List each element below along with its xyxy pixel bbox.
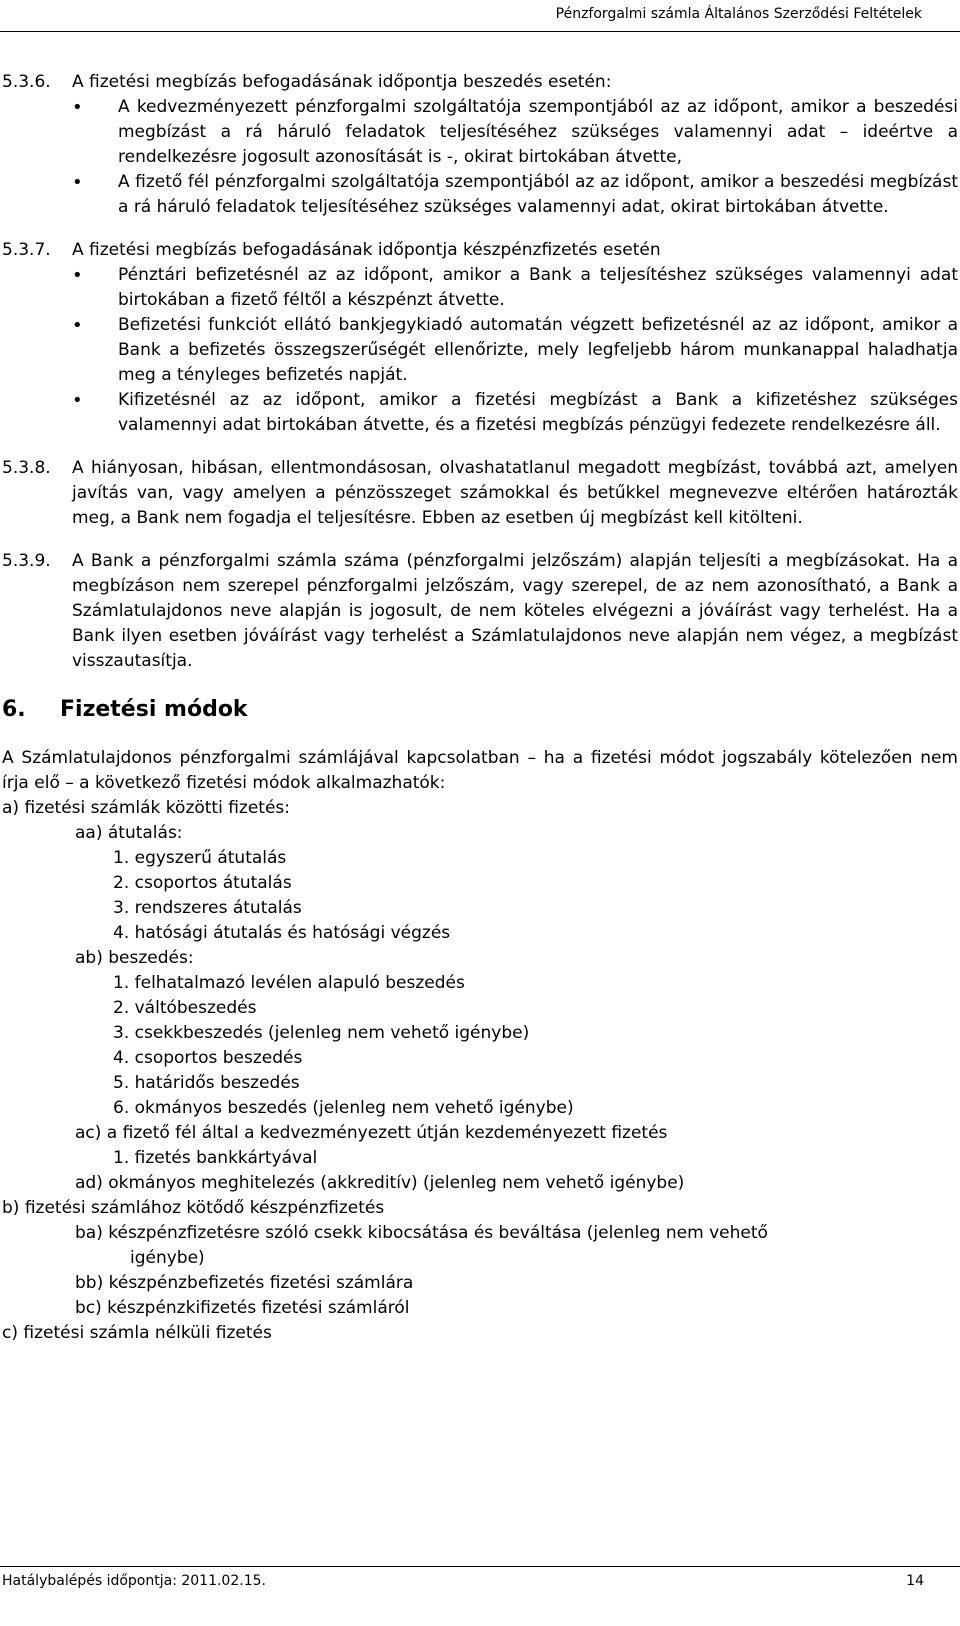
spacer [2, 220, 958, 238]
outline-item: 4. hatósági átutalás és hatósági végzés [113, 923, 451, 943]
outline-item: 1. fizetés bankkártyával [113, 1148, 318, 1168]
page-number: 14 [906, 1573, 924, 1589]
effective-date: Hatálybalépés időpontja: 2011.02.15. [2, 1573, 266, 1589]
chapter-title: Fizetési módok [60, 697, 248, 722]
footer-rule [0, 1566, 960, 1567]
section-text: A hiányosan, hibásan, ellentmondásosan, olvashatatlanul megadott megbízást, továbbá azt, amelyen javítás van, vagy amelyen a pénzösszeget számokkal és betűkkel megnevezve eltérően határozták meg, a Bank nem fogadja el teljesítésre. Ebben az esetben új megbízást kell kitölteni. [72, 458, 958, 528]
section-number: 5.3.9. [2, 551, 51, 571]
section-text: A fizetési megbízás befogadásának időpontja beszedés esetén: [72, 72, 612, 92]
chapter-heading [2, 692, 958, 728]
sections [2, 70, 958, 692]
section-text: A fizetési megbízás befogadásának időpontja készpénzfizetés esetén [72, 240, 661, 260]
outline-item: 1. felhatalmazó levélen alapuló beszedés [113, 973, 465, 993]
section-number: 5.3.7. [2, 240, 51, 260]
section-number: 5.3.6. [2, 72, 51, 92]
outline-item: a) fizetési számlák közötti fizetés: [2, 798, 291, 818]
document-body [2, 70, 958, 1346]
outline-item: 2. váltóbeszedés [113, 998, 257, 1018]
spacer [2, 728, 958, 746]
outline-item: ad) okmányos meghitelezés (akkreditív) (jelenleg nem vehető igénybe) [75, 1173, 685, 1193]
spacer [2, 674, 958, 692]
section [2, 549, 958, 674]
section [2, 238, 958, 438]
bullet-item: • Kifizetésnél az az időpont, amikor a fizetési megbízást a Bank a kifizetéshez szükséges valamennyi adat birtokában átvette, és a fizetési megbízás pénzügyi fedezete rendelkezésre áll. [118, 388, 958, 438]
bullet-item: • A kedvezményezett pénzforgalmi szolgáltatója szempontjából az az időpont, amikor a beszedési megbízást a rá háruló feladatok teljesítéséhez szükséges valamennyi adat – ideértve a rendelkezésre jogosult azonosítását is -, okirat birtokában átvette, [118, 95, 958, 170]
outline-item: igénybe) [130, 1248, 205, 1268]
outline-item: 3. csekkbeszedés (jelenleg nem vehető igénybe) [113, 1023, 530, 1043]
bullet-item: • A fizető fél pénzforgalmi szolgáltatója szempontjából az az időpont, amikor a beszedési megbízást a rá háruló feladatok teljesítéséhez szükséges valamennyi adat, okirat birtokában átvette. [118, 170, 958, 220]
header-rule [0, 31, 960, 32]
bullet-item: • Befizetési funkciót ellátó bankjegykiadó automatán végzett befizetésnél az az időpont, amikor a Bank a befizetés összegszerűségét ellenőrizte, mely legfeljebb három munkanappal haladhatja meg a tényleges befizetés napját. [118, 313, 958, 388]
section-number: 5.3.8. [2, 458, 51, 478]
outline-item: ac) a fizető fél által a kedvezményezett útján kezdeményezett fizetés [75, 1123, 668, 1143]
section [2, 70, 958, 220]
outline-item: 3. rendszeres átutalás [113, 898, 302, 918]
outline-item: ba) készpénzfizetésre szóló csekk kibocsátása és beváltása (jelenleg nem vehető [75, 1223, 768, 1243]
outline-item: bb) készpénzbefizetés fizetési számlára [75, 1273, 414, 1293]
outline-item: bc) készpénzkifizetés fizetési számláról [75, 1298, 410, 1318]
page-header: Pénzforgalmi számla Általános Szerződési Feltételek [555, 6, 922, 22]
outline-item: 4. csoportos beszedés [113, 1048, 303, 1068]
bullet-item: • Pénztári befizetésnél az az időpont, amikor a Bank a teljesítéshez szükséges valamennyi adat birtokában a fizető féltől a készpénzt átvette. [118, 263, 958, 313]
outline-item: c) fizetési számla nélküli fizetés [2, 1323, 272, 1343]
section [2, 456, 958, 531]
outline-item: 6. okmányos beszedés (jelenleg nem vehető igénybe) [113, 1098, 574, 1118]
spacer [2, 531, 958, 549]
outline-item: 5. határidős beszedés [113, 1073, 300, 1093]
outline-item: aa) átutalás: [75, 823, 183, 843]
payment-methods-outline [2, 796, 958, 1346]
chapter-intro: A Számlatulajdonos pénzforgalmi számlájával kapcsolatban – ha a fizetési módot jogszabály kötelezően nem írja elő – a következő fizetési módok alkalmazhatók: [2, 748, 958, 793]
outline-item: 2. csoportos átutalás [113, 873, 292, 893]
bullet-list [72, 95, 958, 220]
outline-item: 1. egyszerű átutalás [113, 848, 287, 868]
chapter-number: 6. [2, 697, 26, 722]
spacer [2, 438, 958, 456]
bullet-list [72, 263, 958, 438]
section-text: A Bank a pénzforgalmi számla száma (pénzforgalmi jelzőszám) alapján teljesíti a megbízásokat. Ha a megbízáson nem szerepel pénzforgalmi jelzőszám, vagy szerepel, de az nem azonosítható, a Bank a Számlatulajdonos neve alapján is jogosult, de nem köteles elvégezni a jóváírást vagy terhelést. Ha a Bank ilyen esetben jóváírást vagy terhelést a Számlatulajdonos neve alapján nem végez, a megbízást visszautasítja. [72, 551, 958, 671]
outline-item: ab) beszedés: [75, 948, 194, 968]
outline-item: b) fizetési számlához kötődő készpénzfizetés [2, 1198, 385, 1218]
